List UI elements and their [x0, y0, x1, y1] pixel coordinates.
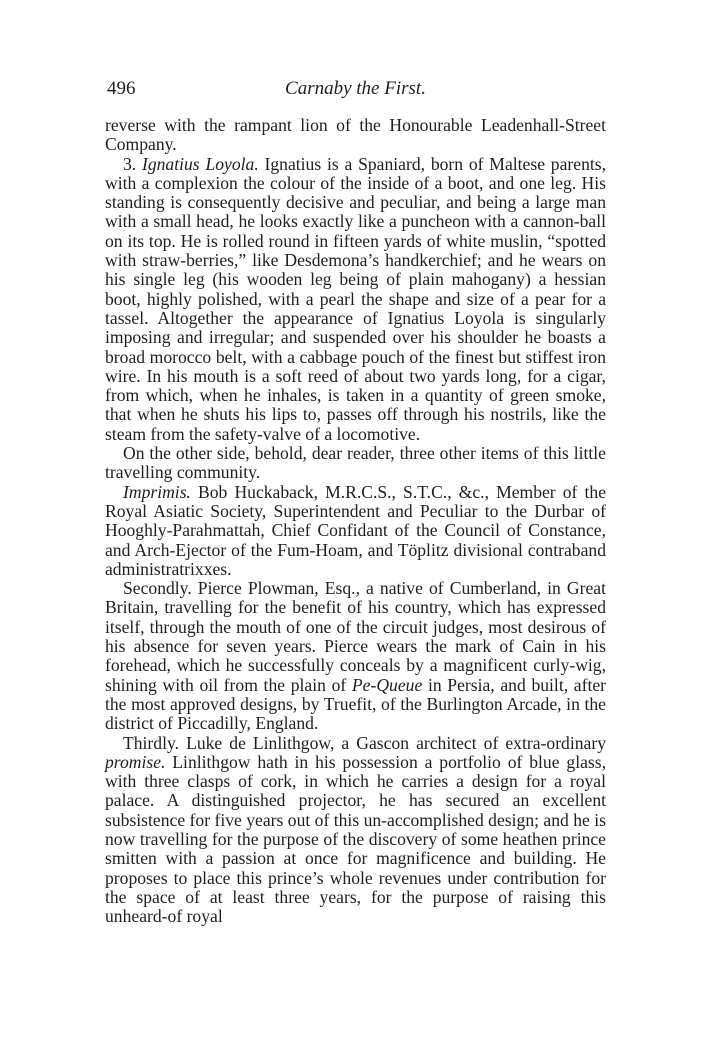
text-run: Bob Huckaback, M.R.C.S., S.T.C., &c., Member of the Royal Asiatic Society, Superintendent and Peculiar to the Durbar of Hooghly-Parahmattah, Chief Confidant of the Council of Constance, and Arch-Ejector of the Fum-Hoam, and Töplitz divisional contraband administratrixxes.: [105, 481, 606, 579]
text-run: Ignatius is a Spaniard, born of Maltese parents, with a complexion the colour of the inside of a boot, and one leg. His standing is consequently decisive and peculiar, and being a large man with a small head, he looks exactly like a puncheon with a cannon-ball on its top. He is rolled round in fifteen yards of white muslin, “spotted with straw-berries,” like Desdemona’s handkerchief; and he wears on his single leg (his wooden leg being of plain mahogany) a hessian boot, highly polished, with a pearl the shape and size of a pear for a tassel. Altogether the appearance of Ignatius Loyola is singularly imposing and irregular; and suspended over his shoulder he boasts a broad morocco belt, with a cabbage pouch of the finest but stiffest iron wire. In his mouth is a soft reed of about two yards long, for a cigar, from which, when he inhales, is taken in a quantity of green smoke, that when he shuts his lips to, passes off through his nostrils, like the steam from the safety-valve of a locomotive.: [105, 153, 606, 444]
text-run: Secondly. Pierce Plowman, Esq., a native of Cumberland, in Great Britain, travelling for the benefit of his country, which has expressed itself, through the mouth of one of the circuit judges, most desirous of his absence for seven years. Pierce wears the mark of Cain in his forehead, which he successfully conceals by a magnificent curly-wig, shining with oil from the plain of: [105, 578, 606, 695]
italic-run: Pe-Queue: [351, 674, 423, 695]
text-run: On the other side, behold, dear reader, three other items of this little travelling community.: [105, 443, 606, 483]
italic-run: Ignatius Loyola.: [141, 153, 259, 174]
paragraph: [105, 734, 606, 927]
running-title: Carnaby the First.: [285, 78, 426, 99]
paragraph: [105, 116, 606, 155]
text-run: Thirdly. Luke de Linlithgow, a Gascon architect of extra-ordinary: [123, 732, 606, 753]
paragraph: [105, 444, 606, 483]
text-run: in Persia, and built, after the most approved designs, by Truefit, of the Burlington Arcade, in the district of Piccadilly, England.: [105, 674, 607, 734]
paragraph: [105, 155, 606, 444]
paragraph: [105, 483, 606, 579]
body-text: [105, 116, 606, 926]
running-head: [105, 78, 606, 104]
paragraph: [105, 579, 606, 733]
italic-run: Imprimis.: [123, 481, 191, 502]
text-run: reverse with the rampant lion of the Honourable Leadenhall-Street Company.: [105, 115, 606, 155]
book-page: [105, 78, 606, 926]
italic-run: promise.: [105, 751, 166, 772]
page-number: 496: [107, 78, 136, 99]
text-run: 3.: [123, 153, 142, 174]
text-run: Linlithgow hath in his possession a portfolio of blue glass, with three clasps of cork, in which he carries a design for a royal palace. A distinguished projector, he has secured an excellent subsistence for five years out of this un-accomplished design; and he is now travelling for the purpose of the discovery of some heathen prince smitten with a passion at once for magnificence and building. He proposes to place this prince’s whole revenues under contribution for the space of at least three years, for the purpose of raising this unheard-of royal: [105, 751, 606, 927]
